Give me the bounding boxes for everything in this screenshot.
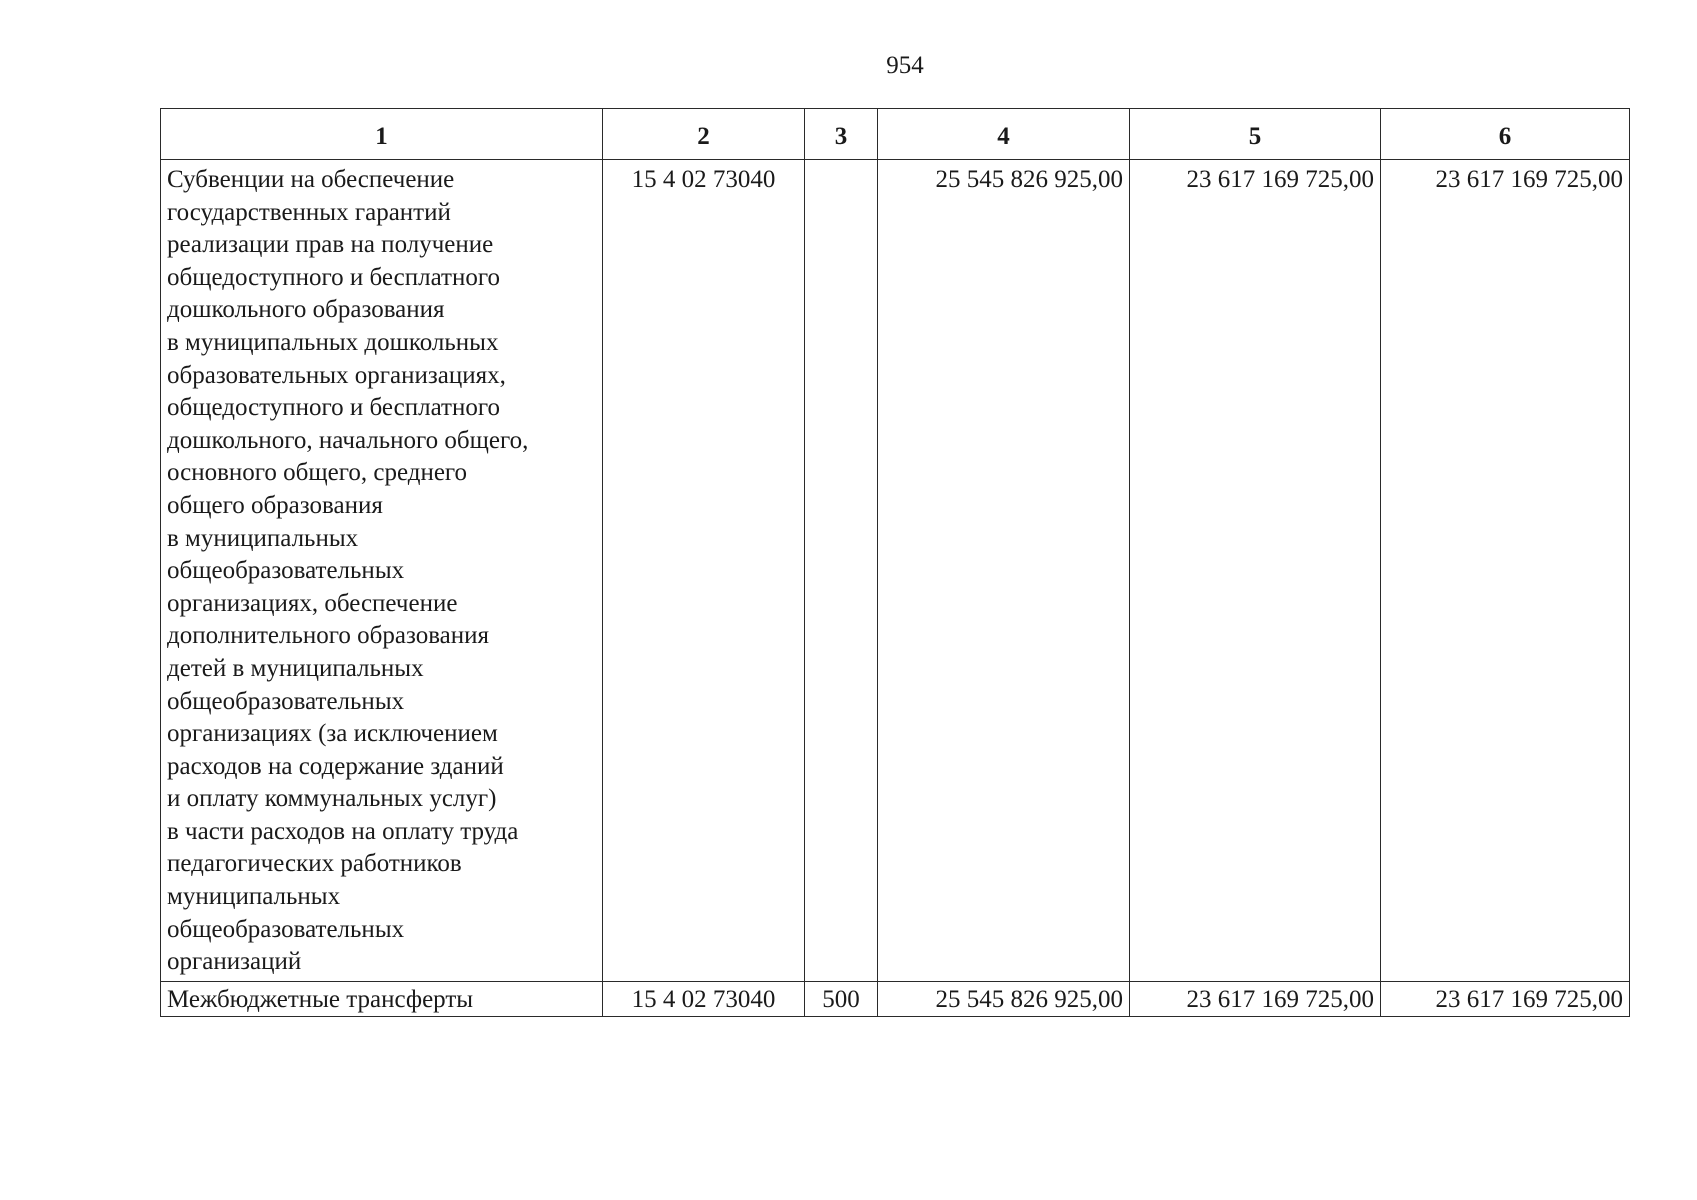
row-name-line: основного общего, среднего: [167, 459, 468, 487]
row-name-line: образовательных организациях,: [167, 361, 506, 389]
row-name-line: государственных гарантий: [167, 198, 451, 226]
row-name-line: дополнительного образования: [167, 622, 490, 650]
row-name-line: дошкольного, начального общего,: [167, 426, 529, 454]
row-name-line: педагогических работников: [167, 850, 462, 878]
row-code-cell: 15 4 02 73040: [603, 160, 805, 982]
table-row: [161, 981, 1630, 1017]
row-name-line: дошкольного образования: [167, 296, 445, 324]
column-header-3: 3: [805, 109, 878, 160]
row-name-cell: [161, 160, 603, 982]
row-name-cell: Межбюджетные трансферты: [161, 981, 603, 1017]
table-row: [161, 160, 1630, 982]
row-name-line: общедоступного и бесплатного: [167, 263, 500, 291]
row-name-line: в муниципальных дошкольных: [167, 328, 499, 356]
row-type-cell: 500: [805, 981, 878, 1017]
column-header-1: 1: [161, 109, 603, 160]
row-amount-col6: 23 617 169 725,00: [1381, 160, 1630, 982]
row-amount-col4: 25 545 826 925,00: [878, 981, 1130, 1017]
row-name-line: реализации прав на получение: [167, 231, 494, 259]
row-name-line: общедоступного и бесплатного: [167, 394, 500, 422]
row-name-line: общего образования: [167, 491, 383, 519]
column-header-4: 4: [878, 109, 1130, 160]
row-amount-col4: 25 545 826 925,00: [878, 160, 1130, 982]
table-header-row: [161, 109, 1630, 160]
row-name-line: организациях, обеспечение: [167, 589, 458, 617]
row-name-line: общеобразовательных: [167, 687, 405, 715]
row-amount-col5: 23 617 169 725,00: [1130, 160, 1381, 982]
page-number: 954: [886, 52, 924, 79]
row-amount-col5: 23 617 169 725,00: [1130, 981, 1381, 1017]
row-name-line: общеобразовательных: [167, 557, 405, 585]
column-header-6: 6: [1381, 109, 1630, 160]
row-name-line: в части расходов на оплату труда: [167, 817, 519, 845]
budget-table: [160, 108, 1630, 1017]
row-name-line: организаций: [167, 948, 302, 976]
row-name-line: и оплату коммунальных услуг): [167, 785, 497, 813]
row-name-line: в муниципальных: [167, 524, 359, 552]
row-name-line: расходов на содержание зданий: [167, 752, 504, 780]
row-name-line: муниципальных: [167, 883, 341, 911]
row-name-line: общеобразовательных: [167, 915, 405, 943]
row-name-line: детей в муниципальных: [167, 654, 424, 682]
row-name-line: Субвенции на обеспечение: [167, 166, 455, 193]
row-name-line: организациях (за исключением: [167, 720, 498, 748]
column-header-5: 5: [1130, 109, 1381, 160]
row-type-cell: [805, 160, 878, 982]
row-code-cell: 15 4 02 73040: [603, 981, 805, 1017]
column-header-2: 2: [603, 109, 805, 160]
row-amount-col6: 23 617 169 725,00: [1381, 981, 1630, 1017]
